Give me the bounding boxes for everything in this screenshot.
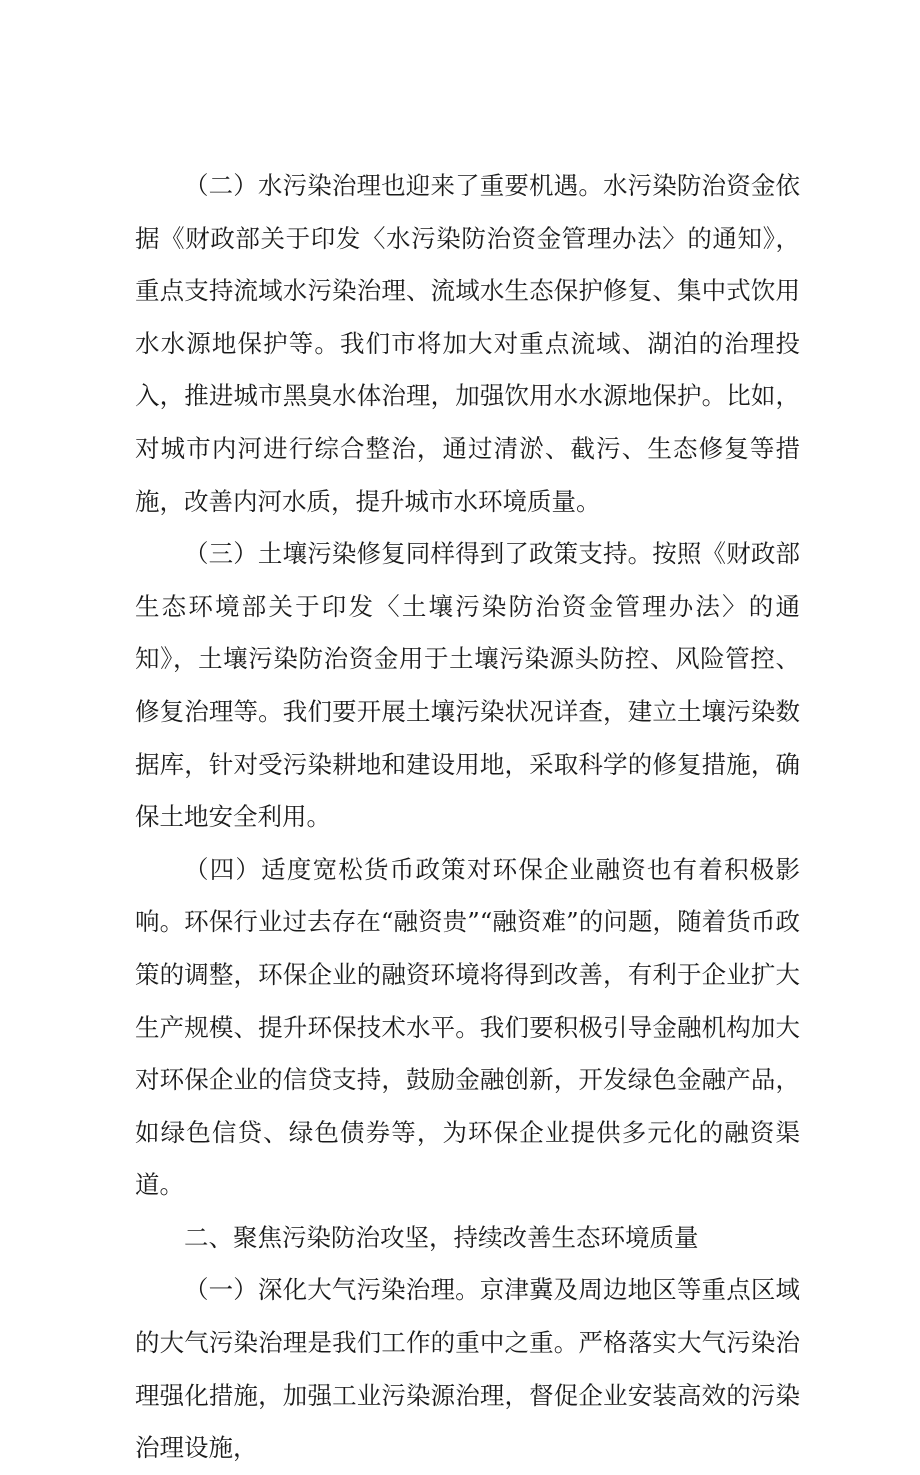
section-heading: 二、聚焦污染防治攻坚，持续改善生态环境质量 [184,1222,699,1252]
paragraph-monetary-policy: （四）适度宽松货币政策对环保企业融资也有着积极影响。环保行业过去存在“融资贵”“融资难”的问题，随着货币政策的调整，环保企业的融资环境将得到改善，有利于企业扩大生产规模、提升环保技术水平。我们要积极引导金融机构加大对环保企业的信贷支持，鼓励金融创新，开发绿色金融产品，如绿色信贷、绿色债券等，为环保企业提供多元化的融资渠道。 [135,854,800,1200]
paragraph-soil-pollution: （三）土壤污染修复同样得到了政策支持。按照《财政部生态环境部关于印发〈土壤污染防治资金管理办法〉的通知》，土壤污染防治资金用于土壤污染源头防控、风险管控、修复治理等。我们要开展土壤污染状况详查，建立土壤污染数据库，针对受污染耕地和建设用地，采取科学的修复措施，确保土地安全利用。 [135,539,800,832]
paragraph-water-pollution: （二）水污染治理也迎来了重要机遇。水污染防治资金依据《财政部关于印发〈水污染防治资金管理办法〉的通知》，重点支持流域水污染治理、流域水生态保护修复、集中式饮用水水源地保护等。我们市将加大对重点流域、湖泊的治理投入，推进城市黑臭水体治理，加强饮用水水源地保护。比如，对城市内河进行综合整治，通过清淤、截污、生态修复等措施，改善内河水质，提升城市水环境质量。 [135,171,800,516]
paragraph-air-pollution: （一）深化大气污染治理。京津冀及周边地区等重点区域的大气污染治理是我们工作的重中之重。严格落实大气污染治理强化措施，加强工业污染源治理，督促企业安装高效的污染治理设施， [135,1275,800,1463]
document-body [135,160,800,1475]
